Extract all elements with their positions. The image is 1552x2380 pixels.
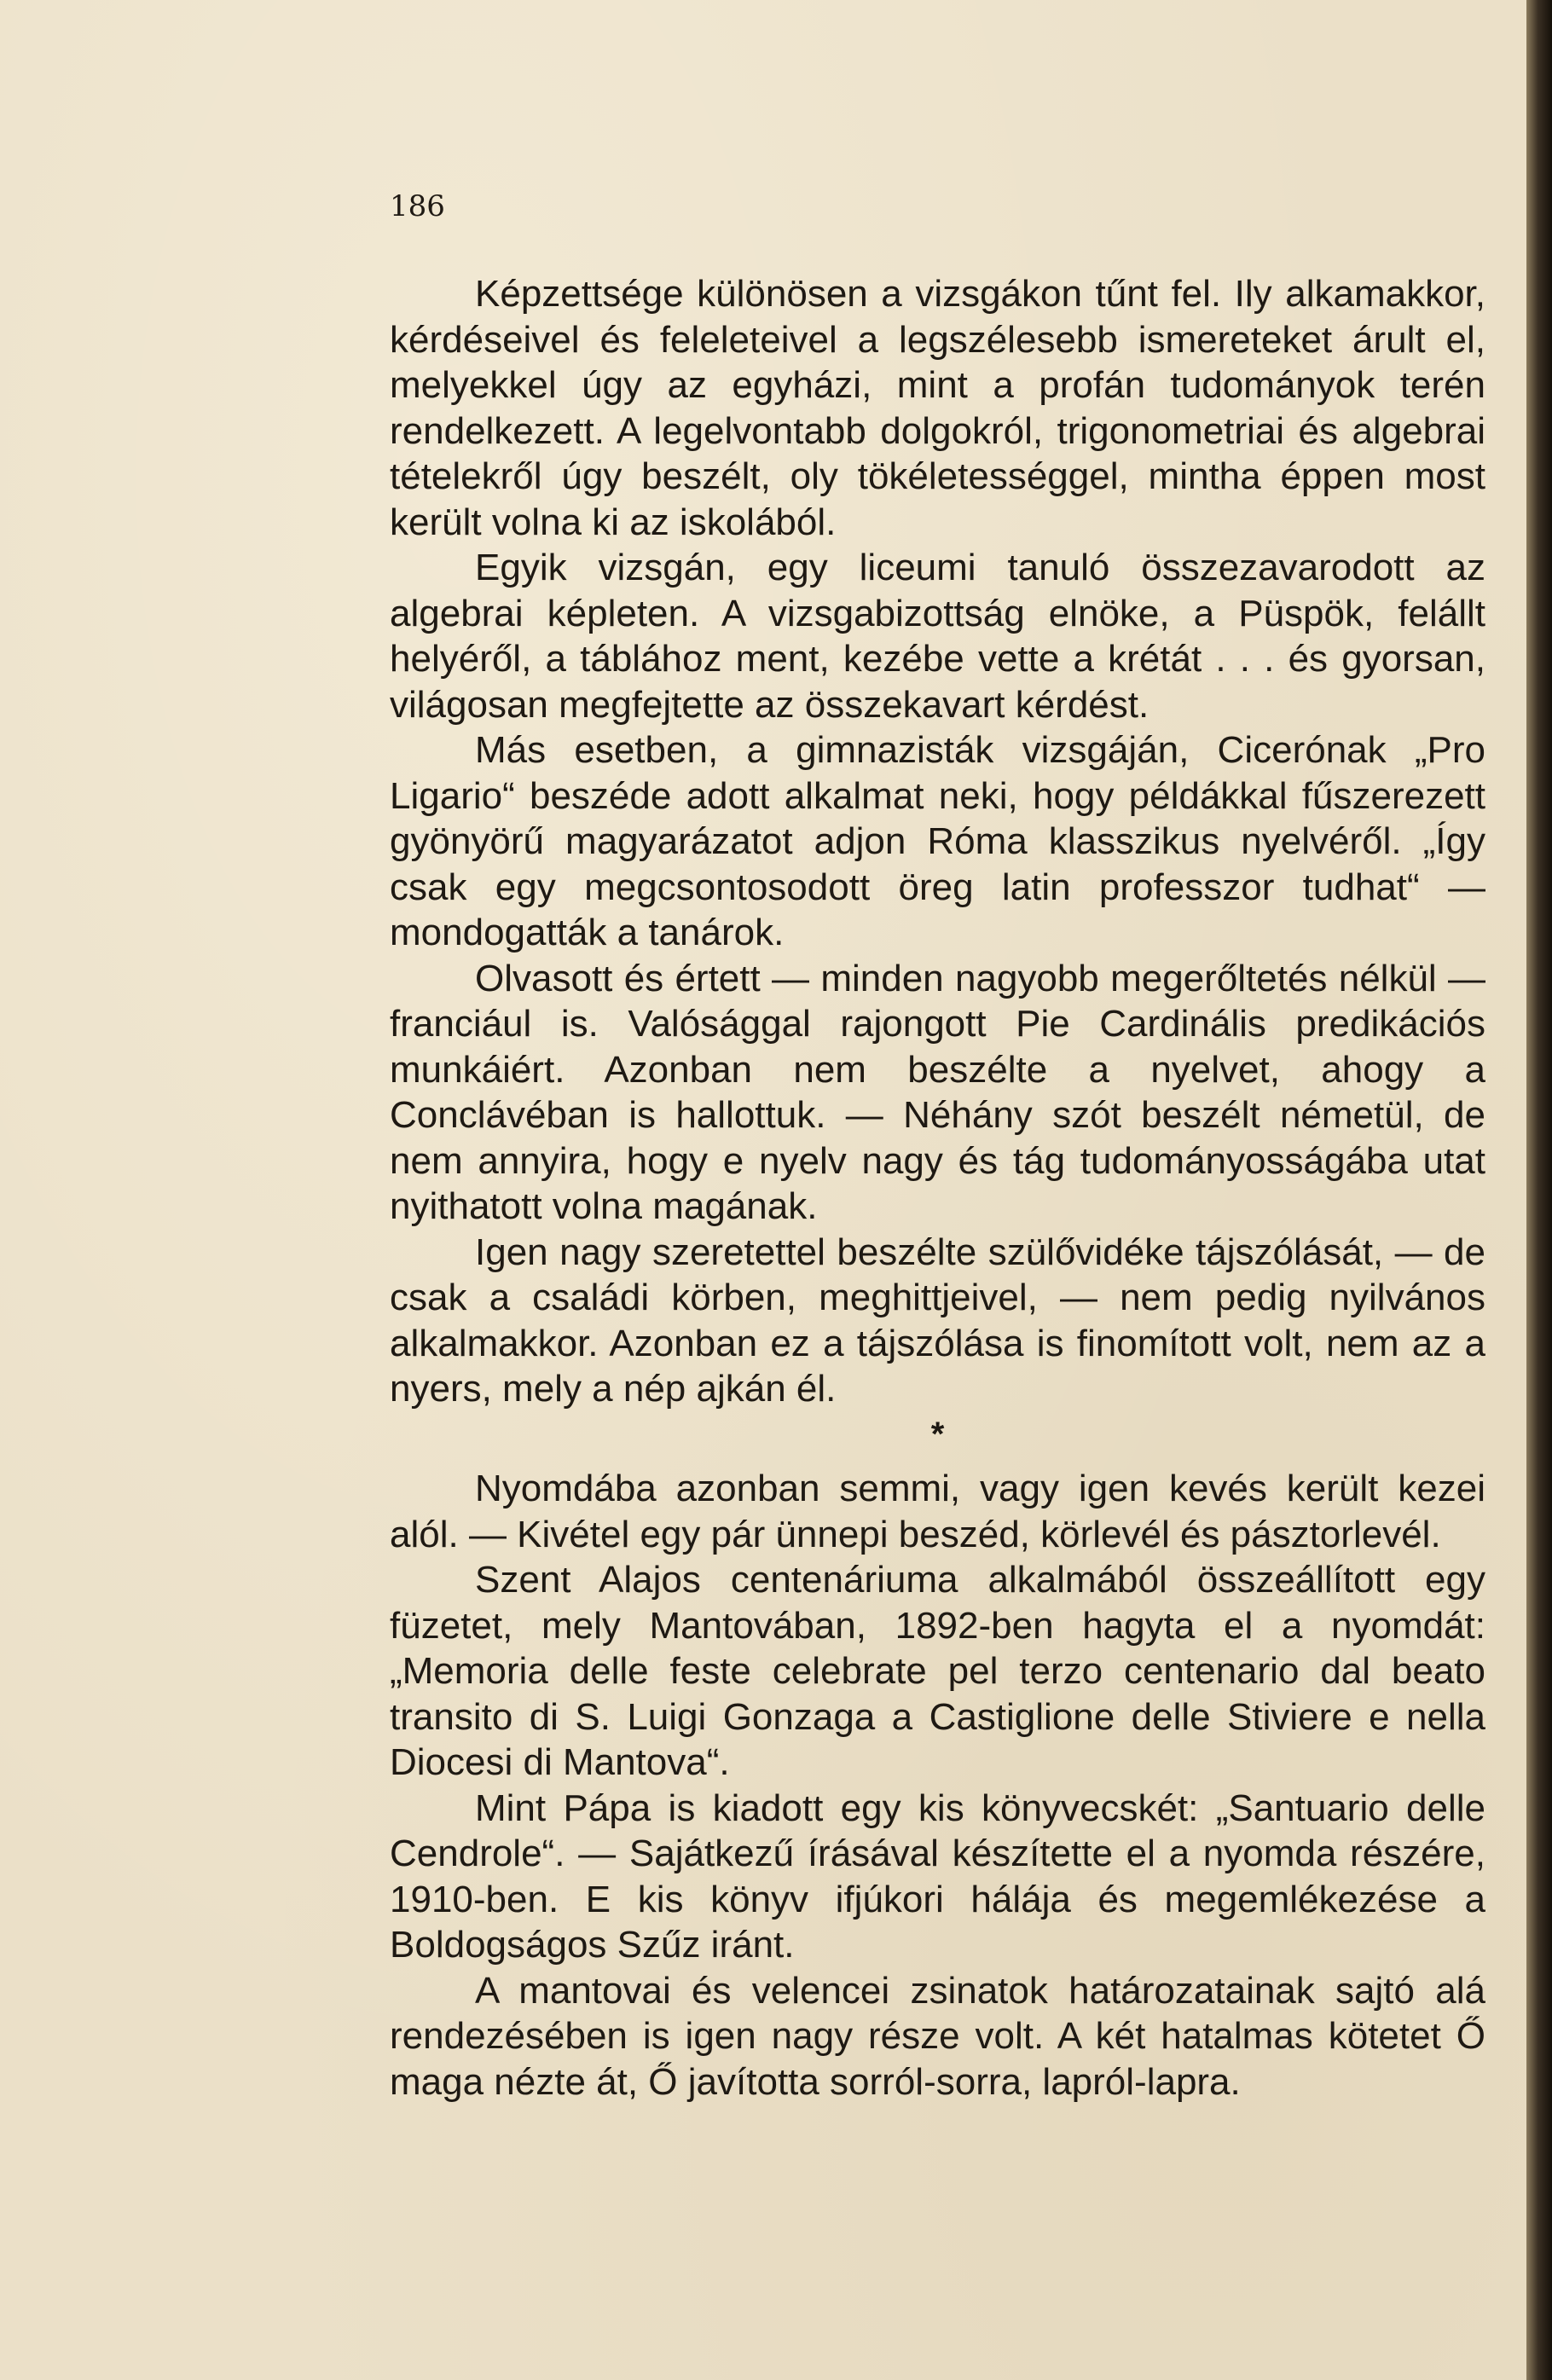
paragraph: Egyik vizsgán, egy liceumi tanuló összezavarodott az algebrai képleten. A vizsgabizottság elnöke, a Püspök, felállt helyéről, a táblához ment, kezébe vette a krétát . . . és gyorsan, világosan megfejtette az összekavart kérdést. xyxy=(390,547,1485,726)
paragraph: Igen nagy szeretettel beszélte szülővidéke tájszólását, — de csak a családi körben, meghittjeivel, — nem pedig nyilvános alkalmakkor. Azonban ez a tájszólása is finomított volt, nem az a nyers, mely a nép ajkán él. xyxy=(390,1231,1485,1410)
body-text xyxy=(390,271,1485,2105)
paragraph: Szent Alajos centenáriuma alkalmából összeállított egy füzetet, mely Mantovában, 1892-ben hagyta el a nyomdát: „Memoria delle feste celebrate pel terzo centenario dal beato transito di S. Luigi Gonzaga a Castiglione delle Stiviere e nella Diocesi di Mantova“. xyxy=(390,1559,1485,1783)
paragraph: Olvasott és értett — minden nagyobb megerőltetés nélkül — franciául is. Valósággal rajongott Pie Cardinális predikációs munkáiért. Azonban nem beszélte a nyelvet, ahogy a Conclávéban is hallottuk. — Néhány szót beszélt németül, de nem annyira, hogy e nyelv nagy és tág tudományosságába utat nyithatott volna magának. xyxy=(390,957,1485,1227)
paragraph: Mint Pápa is kiadott egy kis könyvecskét: „Santuario delle Cendrole“. — Sajátkezű írásával készítette el a nyomda részére, 1910-ben. E kis könyv ifjúkori hálája és megemlékezése a Boldogságos Szűz iránt. xyxy=(390,1786,1485,1966)
section-separator: * xyxy=(930,1415,945,1453)
paragraph: Más esetben, a gimnazisták vizsgáján, Cicerónak „Pro Ligario“ beszéde adott alkalmat neki, hogy példákkal fűszerezett gyönyörű magyarázatot adjon Róma klasszikus nyelvéről. „Így csak egy megcsontosodott öreg latin professzor tudhat“ — mondogatták a tanárok. xyxy=(390,729,1485,953)
paragraph: Képzettsége különösen a vizsgákon tűnt fel. Ily alkamakkor, kérdéseivel és feleleteivel a legszélesebb ismereteket árult el, melyekkel úgy az egyházi, mint a profán tudományok terén rendelkezett. A legelvontabb dolgokról, trigonometriai és algebrai tételekről úgy beszélt, oly tökéletességgel, mintha éppen most került volna ki az iskolából. xyxy=(390,273,1485,543)
page-number: 186 xyxy=(390,189,445,223)
paragraph: Nyomdába azonban semmi, vagy igen kevés került kezei alól. — Kivétel egy pár ünnepi beszéd, körlevél és pásztorlevél. xyxy=(390,1468,1485,1555)
page-edge-shadow xyxy=(1526,0,1552,2380)
paragraph: A mantovai és velencei zsinatok határozatainak sajtó alá rendezésében is igen nagy része volt. A két hatalmas kötetet Ő maga nézte át, Ő javította sorról-sorra, lapról-lapra. xyxy=(390,1969,1485,2103)
